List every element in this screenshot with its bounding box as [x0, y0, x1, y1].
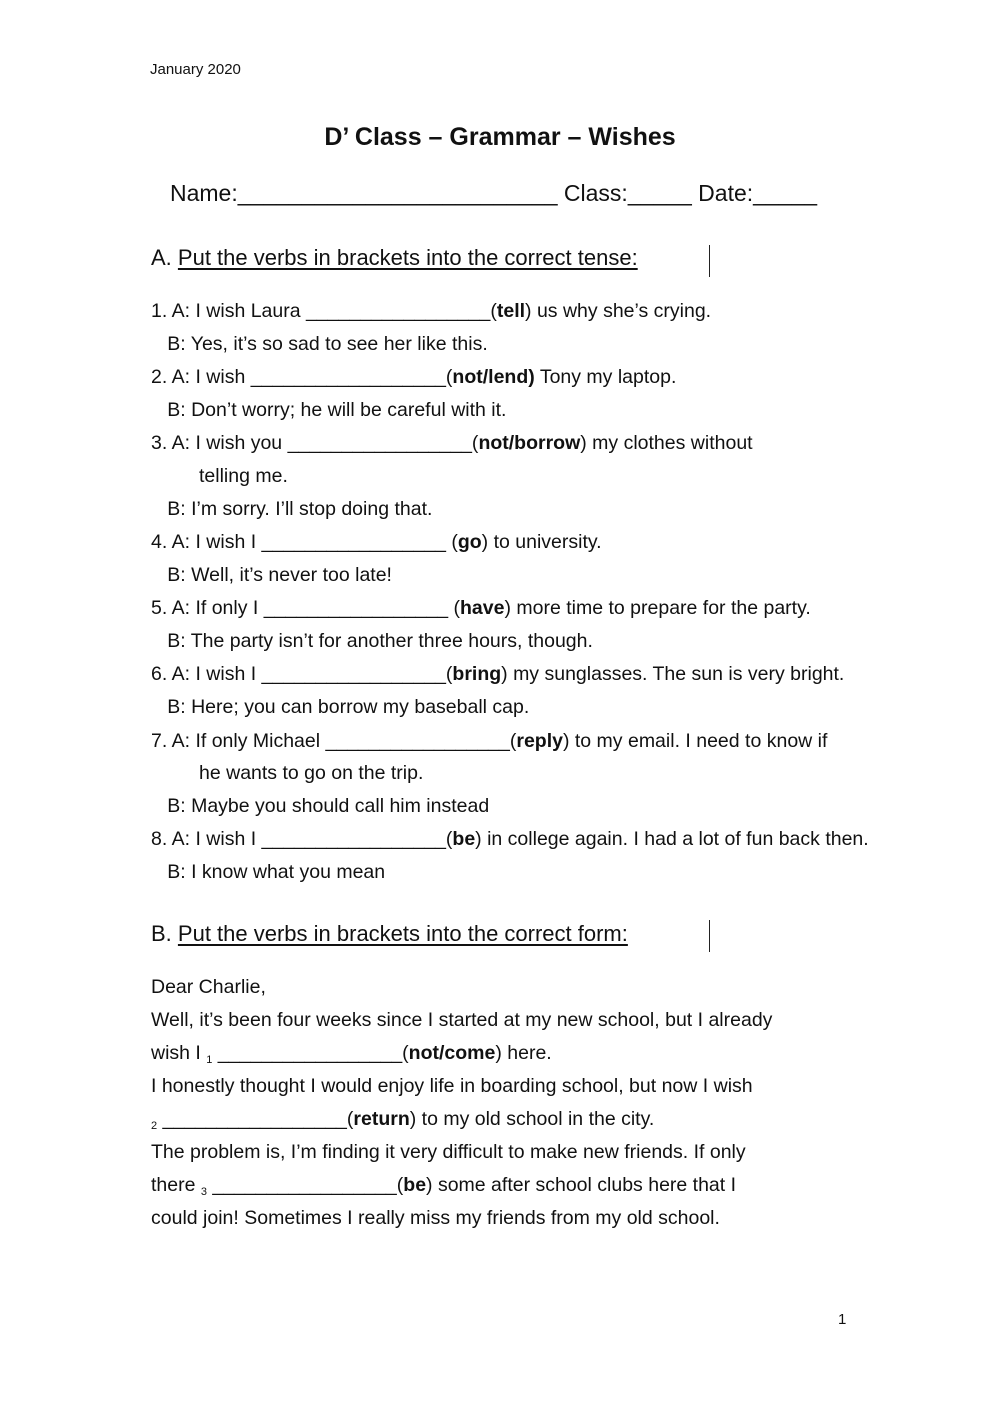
verb-hint: not/lend): [452, 366, 535, 388]
letter-line-6: there $_3$ _________________(be) some after school clubs here that I: [151, 1174, 737, 1198]
item-3-b: B: I’m sorry. I’ll stop doing that.: [151, 498, 433, 520]
item-8-a: 8. A: I wish I _________________(be) in college again. I had a lot of fun back then.: [151, 828, 869, 850]
verb-hint: go: [457, 531, 482, 553]
letter-line-3: I honestly thought I would enjoy life in boarding school, but now I wish: [151, 1075, 753, 1097]
blank-number: 2: [151, 1120, 158, 1132]
verb-hint: bring: [452, 663, 502, 685]
item-1-b: B: Yes, it’s so sad to see her like this.: [151, 333, 488, 355]
letter-line-1: Well, it’s been four weeks since I started at my new school, but I already: [151, 1009, 773, 1031]
page-title: D’ Class – Grammar – Wishes: [324, 123, 676, 151]
section-b-heading: [151, 921, 628, 947]
item-2-b: B: Don’t worry; he will be careful with it.: [151, 399, 507, 421]
section-b-instruction: Put the verbs in brackets into the correct form:: [177, 921, 628, 946]
item-3-a: 3. A: I wish you _________________(not/borrow) my clothes without: [151, 432, 753, 454]
item-1-a: 1. A: I wish Laura _________________(tell) us why she’s crying.: [151, 300, 712, 322]
text-cursor-mark: [709, 920, 710, 952]
verb-hint: tell: [496, 300, 526, 322]
verb-hint: return: [353, 1108, 410, 1130]
item-5-a: 5. A: If only I _________________ (have) more time to prepare for the party.: [151, 597, 811, 619]
section-a-heading: [151, 245, 638, 271]
item-5-b: B: The party isn’t for another three hours, though.: [151, 630, 593, 652]
verb-hint: reply: [516, 730, 563, 752]
blank-number: 3: [200, 1186, 207, 1198]
letter-line-5: The problem is, I’m finding it very difficult to make new friends. If only: [151, 1141, 746, 1163]
verb-hint: not/come: [408, 1042, 496, 1064]
item-3-a-continued: telling me.: [199, 465, 288, 487]
letter-greeting: Dear Charlie,: [151, 976, 266, 998]
item-4-b: B: Well, it’s never too late!: [151, 564, 392, 586]
item-7-b: B: Maybe you should call him instead: [151, 795, 490, 817]
document-date: January 2020: [150, 61, 241, 78]
section-b-letter: B.: [151, 921, 178, 946]
page-number: 1: [838, 1311, 847, 1328]
item-6-b: B: Here; you can borrow my baseball cap.: [151, 696, 530, 718]
letter-line-2: wish I $_1$ _________________(not/come) here.: [151, 1042, 552, 1066]
item-8-b: B: I know what you mean: [151, 861, 386, 883]
verb-hint: be: [452, 828, 476, 850]
verb-hint: have: [460, 597, 505, 619]
letter-line-4: $_2$ _________________(return) to my old school in the city.: [151, 1108, 655, 1132]
item-2-a: 2. A: I wish __________________(not/lend) Tony my laptop.: [151, 366, 677, 388]
verb-hint: be: [403, 1174, 427, 1196]
blank-number: 1: [206, 1054, 213, 1066]
section-a-letter: A.: [151, 245, 178, 270]
item-6-a: 6. A: I wish I _________________(bring) my sunglasses. The sun is very bright.: [151, 663, 845, 685]
verb-hint: not/borrow: [478, 432, 581, 454]
section-a-instruction: Put the verbs in brackets into the correct tense:: [177, 245, 638, 270]
item-7-a: 7. A: If only Michael _________________(reply) to my email. I need to know if: [151, 730, 828, 752]
name-class-date-line: Name:_________________________ Class:_____ Date:_____: [170, 180, 818, 206]
text-cursor-mark: [709, 245, 710, 277]
item-7-a-continued: he wants to go on the trip.: [199, 762, 424, 784]
item-4-a: 4. A: I wish I _________________ (go) to university.: [151, 531, 602, 553]
letter-line-7: could join! Sometimes I really miss my friends from my old school.: [151, 1207, 720, 1229]
